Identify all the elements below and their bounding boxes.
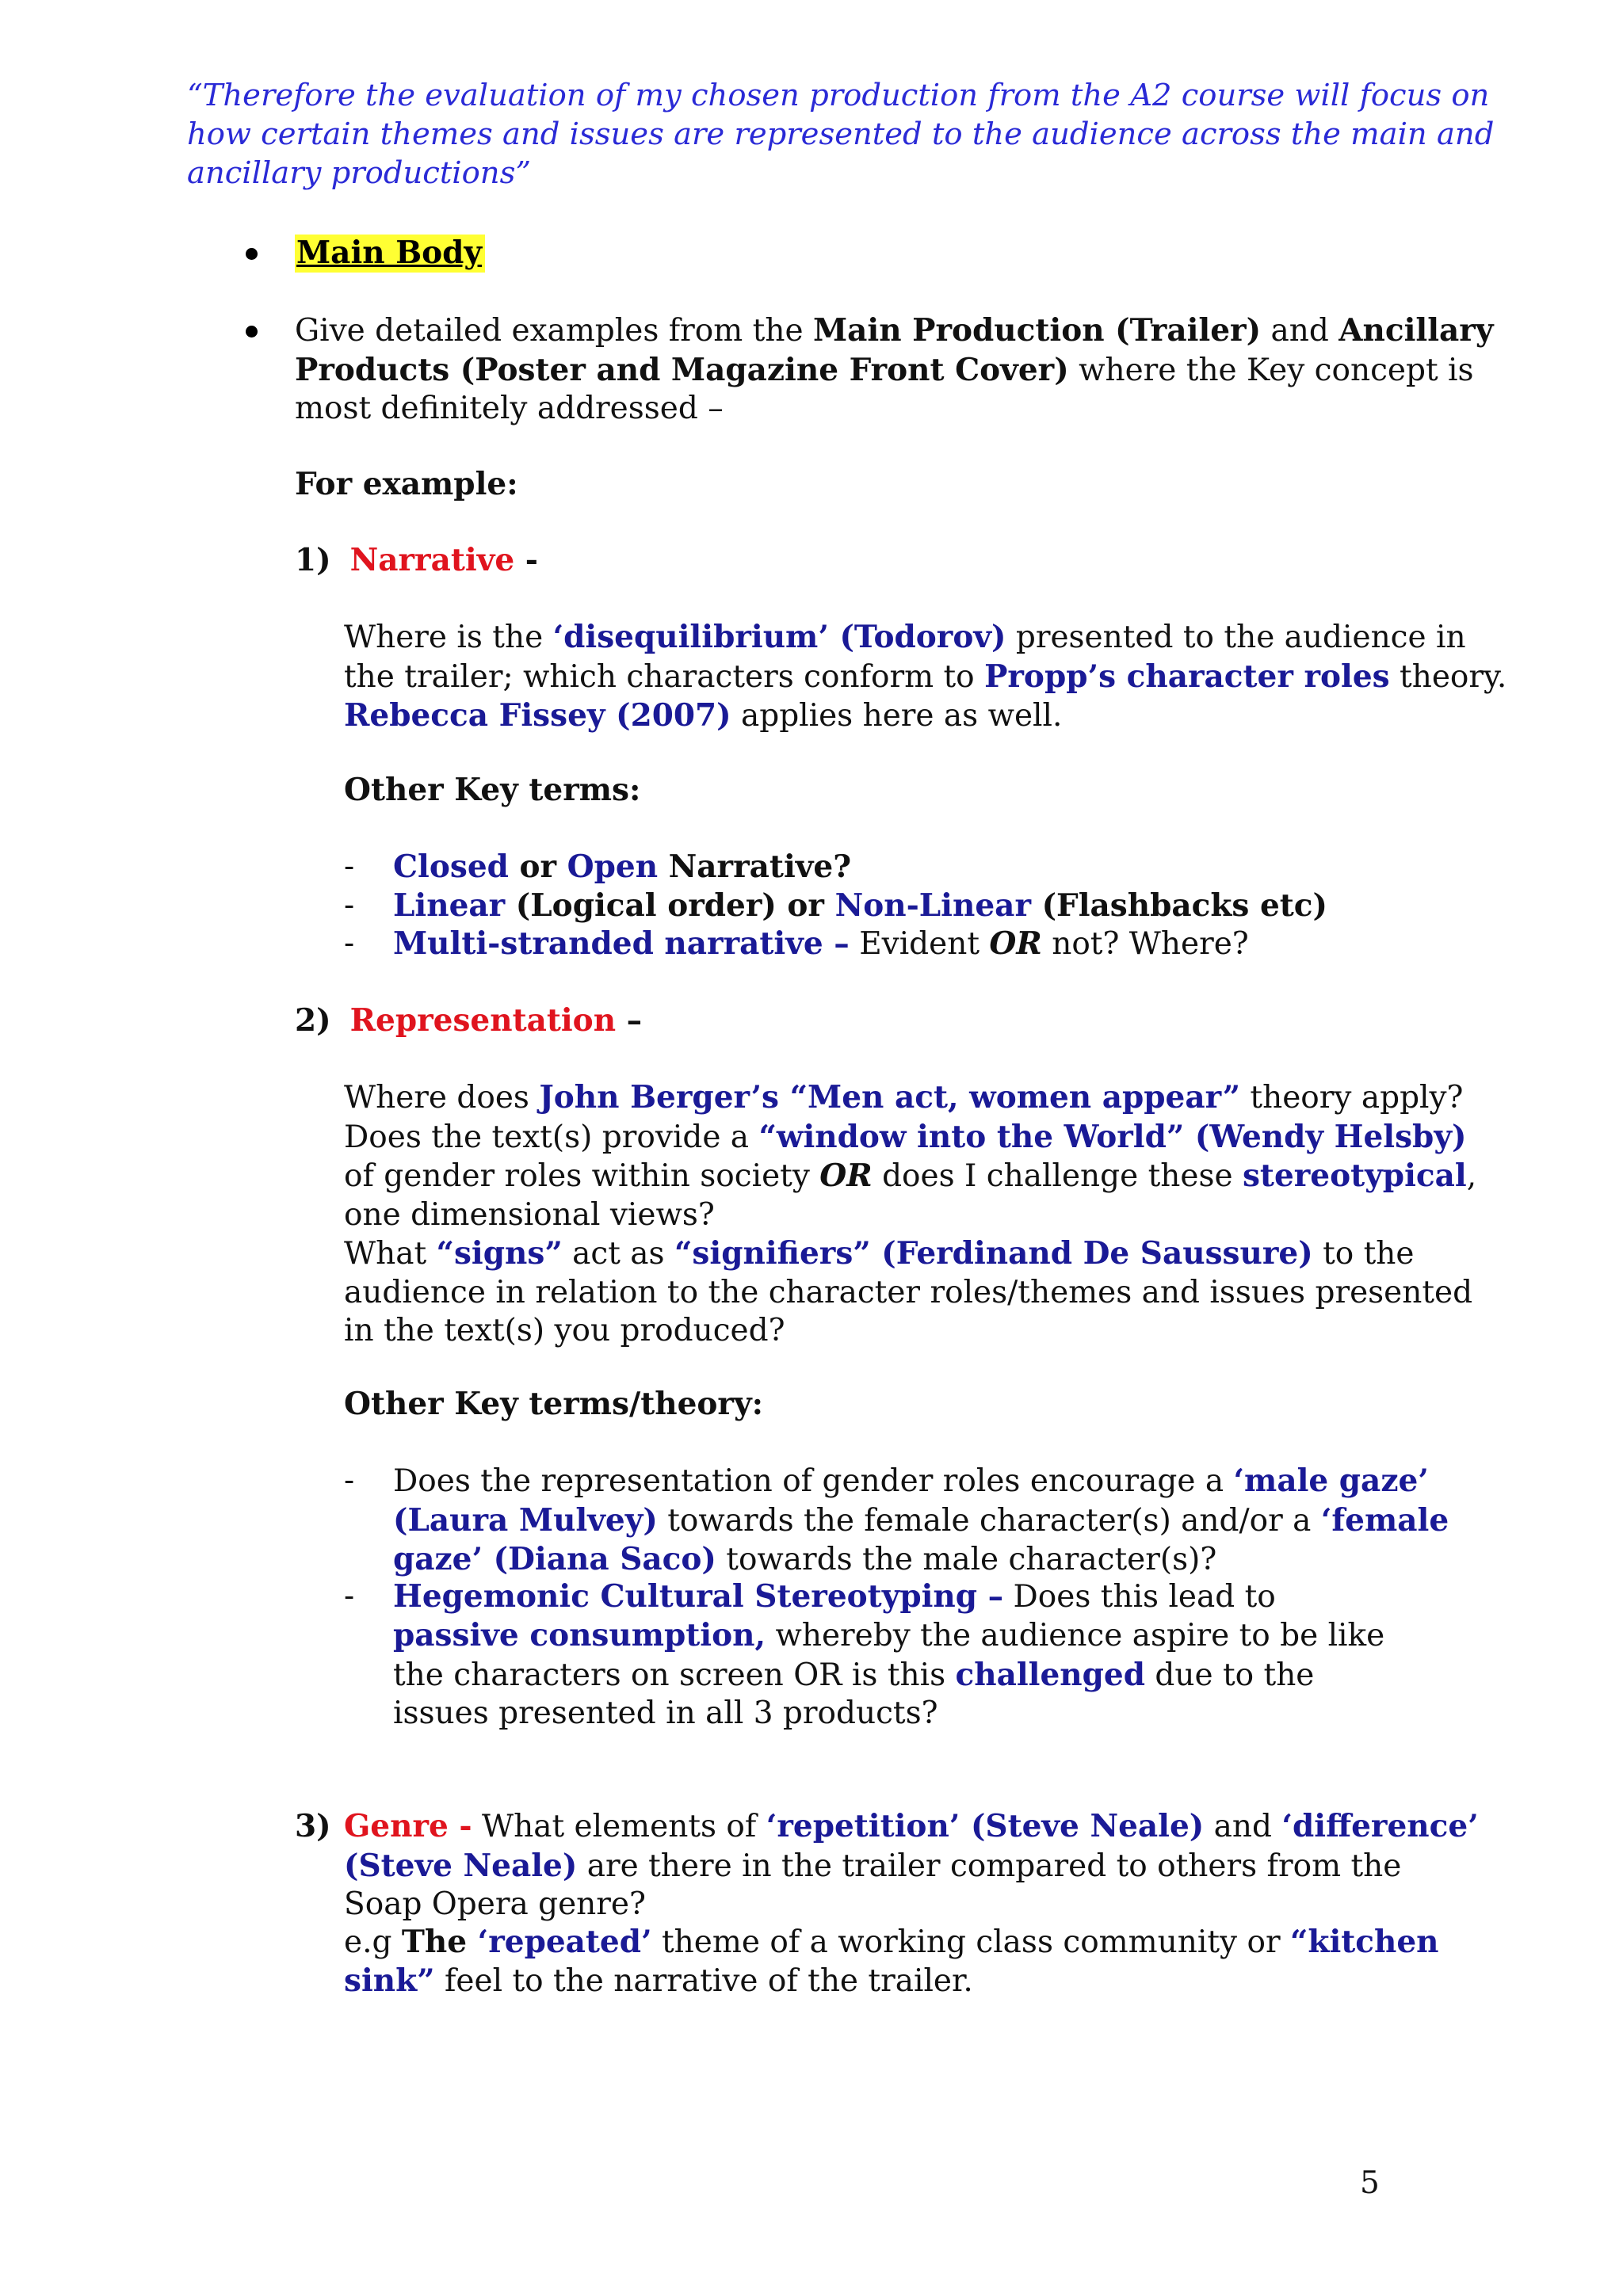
narrative-paragraph: Where is the ‘disequilibrium’ (Todorov) presented to the audience in the trailer; which characters conform to Propp’s character roles theory. Rebecca Fissey (2007) applies here as well. xyxy=(344,619,1507,734)
for-example-heading: For example: xyxy=(295,466,518,502)
representation-paragraph: Where does John Berger’s “Men act, women appear” theory apply? Does the text(s) provide a “window into the World” (Wendy Helsby) of gender roles within society OR does I challenge these stereotypical, one dimensional views? What “signs” act as “signifiers” (Ferdinand De Saussure) to the audience in relation to the character roles/themes and issues presented in the text(s) you produced? xyxy=(344,1079,1477,1348)
page-number: 5 xyxy=(1360,2165,1380,2201)
narrative-key-terms-heading: Other Key terms: xyxy=(344,772,641,808)
narrative-heading: 1) Narrative - xyxy=(295,542,538,578)
genre-example-paragraph: e.g The ‘repeated’ theme of a working class community or “kitchen sink” feel to the narrative of the trailer. xyxy=(344,1923,1439,1999)
bullet-icon xyxy=(246,248,258,260)
bullet-text: Give detailed examples from the Main Production (Trailer) and Ancillary Products (Poster and Magazine Front Cover) where the Key concept is most definitely addressed – xyxy=(295,312,1494,426)
document-page: “Therefore the evaluation of my chosen production from the A2 course will focus on how certain themes and issues are represented to the audience across the main and ancillary productions” Main Body Give detailed examples from the Main Production (Trailer) and Ancillary Products (Poster and Magazine Front Cover) where the Key concept is most definitely addressed – For example: 1) Narrative - Where is the ‘disequilibrium’ (Todorov) presented to the audience in the trailer; which characters conform to Propp’s character roles theory. Rebecca Fissey (2007) applies here as well. Other Key terms: - Closed or Open Narrative? - Linear (Logical order) or Non-Linear (Flashbacks etc) - Multi-stranded narrative – Evident OR not? Where? 2) Representation – Where does John Berger’s “Men act, women appear” theory apply? Does the text(s) provide a “window into the World” (Wendy Helsby) of gender roles within society OR does I challenge these stereotypical, one dimensional views? What “signs” act as “signifiers” (Ferdinand De Saussure) to the audience in relation to the character roles/themes and issues presented in the text(s) you produced? Other Key terms/theory: - Does the representation of gender roles encourage a ‘male gaze’ (Laura Mulvey) towards the female character(s) and/or a ‘female gaze’ (Diana Saco) towards the male character(s)? - Hegemonic Cultural Stereotyping – Does this lead to passive consumption, whereby the audience aspire to be like the characters on screen OR is this challenged due to the issues presented in all 3 products? 3) Genre - What elements of ‘repetition’ (Steve Neale) and ‘difference’ (Steve Neale) are there in the trailer compared to others from the Soap Opera genre? e.g The ‘repeated’ theme of a working class community or “kitchen sink” feel to the narrative of the trailer. 5 xyxy=(0,0,1623,2296)
bullet-icon xyxy=(246,326,258,338)
intro-quote: “Therefore the evaluation of my chosen production from the A2 course will focus on how certain themes and issues are represented to the audience across the main and ancillary productions” xyxy=(187,78,1495,191)
representation-heading: 2) Representation – xyxy=(295,1002,643,1039)
main-body-heading: Main Body xyxy=(295,235,485,273)
representation-key-terms-heading: Other Key terms/theory: xyxy=(344,1386,764,1422)
